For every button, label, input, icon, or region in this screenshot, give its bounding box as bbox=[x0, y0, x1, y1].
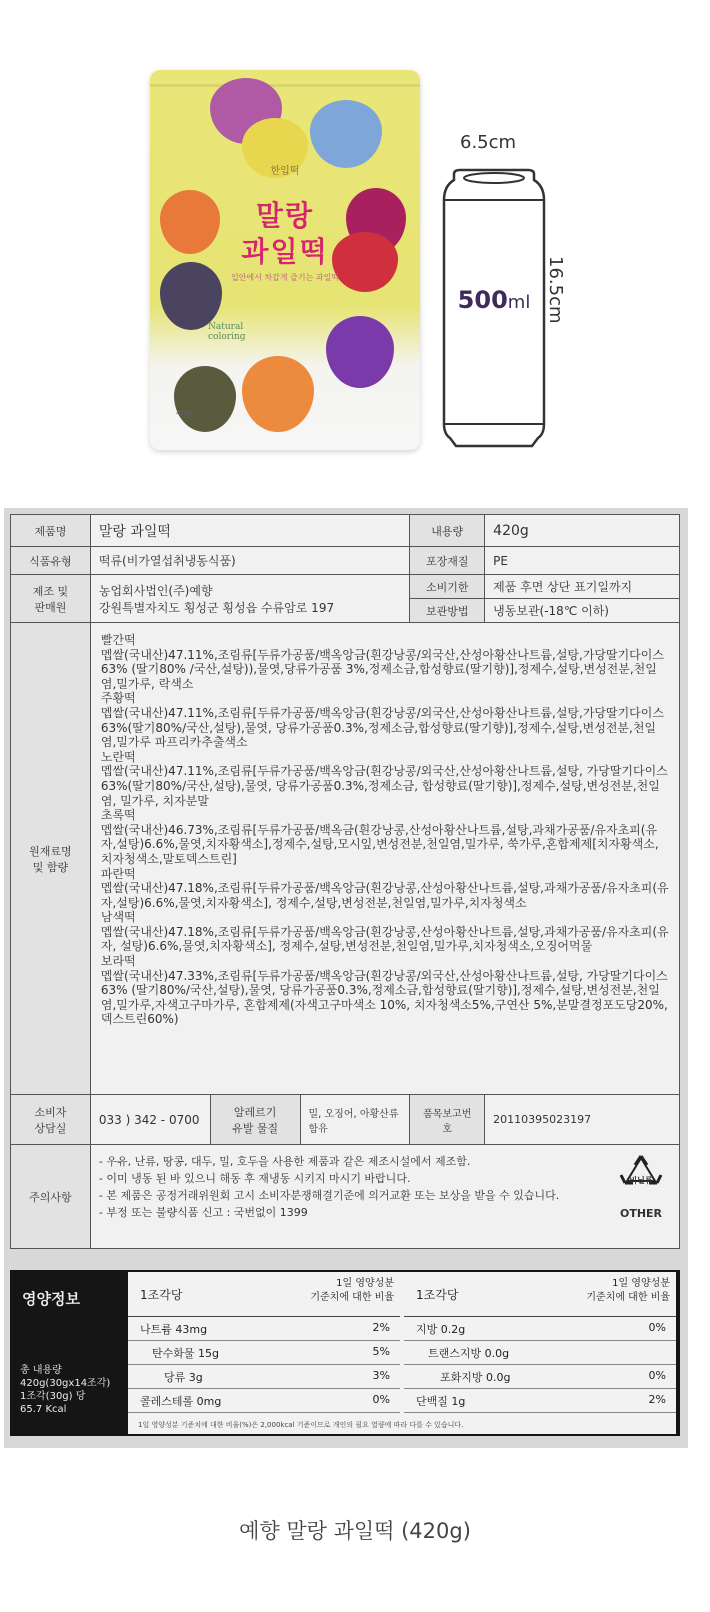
nutrient-name: 나트륨 43mg bbox=[140, 1323, 208, 1336]
phone-value: 033 ) 342 - 0700 bbox=[90, 1095, 210, 1145]
nutrition-header-left bbox=[128, 1272, 400, 1317]
ingredient-name: 빨간떡 bbox=[100, 633, 136, 647]
content-key: 내용량 bbox=[410, 515, 485, 547]
nutrition-total bbox=[20, 1364, 110, 1416]
product-name-value: 말랑 과일떡 bbox=[90, 515, 409, 547]
ingredients-key bbox=[11, 623, 91, 1095]
nutrient-name: 탄수화물 15g bbox=[152, 1347, 219, 1360]
content-value: 420g bbox=[485, 515, 680, 547]
nutrient-row bbox=[128, 1365, 400, 1389]
maker-address: 강원특별자치도 횡성군 횡성읍 수류암로 197 bbox=[98, 600, 335, 615]
maker-value bbox=[90, 575, 409, 623]
ingredient-text: 멥쌀(국내산)46.73%,조림류[두류가공품/백옥금(흰강낭콩,산성아황산나트륨,설탕,과채가공품/유자초피(유자,설탕)6.6%,물엿,치자황색소],정제수,설탕,모시잎,변성전분,천일염,밀가루, 쑥가루,혼합제제[치자황색소,치자청색소,말토덱스트린] bbox=[100, 822, 659, 866]
caution-key: 주의사항 bbox=[11, 1145, 91, 1249]
ingredient-group bbox=[101, 691, 669, 749]
consumer-key-line1: 소비자 bbox=[34, 1105, 67, 1119]
recycle-mark bbox=[619, 1153, 663, 1222]
rice-cake-orange-bottom bbox=[242, 356, 314, 432]
consumer-key-line2: 상담실 bbox=[34, 1121, 67, 1135]
row-consumer bbox=[11, 1095, 680, 1145]
ingredient-group bbox=[101, 633, 669, 691]
pouch-zipper bbox=[150, 84, 420, 87]
dv-header bbox=[310, 1277, 394, 1305]
nutrient-pct: 5% bbox=[372, 1345, 390, 1358]
storage-value: 냉동보관(-18℃ 이하) bbox=[485, 599, 680, 623]
ingredient-group bbox=[101, 750, 669, 808]
nutrition-table bbox=[128, 1272, 676, 1416]
nutrient-name: 지방 0.2g bbox=[416, 1323, 466, 1336]
nutrition-facts-panel bbox=[10, 1270, 680, 1436]
rice-cake-green bbox=[174, 366, 236, 432]
caution-line: - 우유, 난류, 땅콩, 대두, 밀, 호두을 사용한 제품과 같은 제조시설에서 제조함. bbox=[98, 1155, 471, 1168]
nutrient-pct: 0% bbox=[648, 1321, 666, 1334]
packaging-value: PE bbox=[485, 547, 680, 575]
ingredients-value bbox=[90, 623, 679, 1095]
row-cautions bbox=[11, 1145, 680, 1249]
natural-text: Natural bbox=[208, 322, 244, 332]
caution-line: - 부정 또는 불량식품 신고 : 국번없이 1399 bbox=[98, 1206, 308, 1219]
type-value: 떡류(비가열섭취냉동식품) bbox=[90, 547, 409, 575]
ingredient-name: 파란떡 bbox=[100, 866, 136, 881]
row-product-name bbox=[11, 515, 680, 547]
allergy-key-line2: 유발 물질 bbox=[232, 1121, 279, 1135]
ingredient-name: 보라떡 bbox=[100, 954, 136, 969]
dv-header-line1: 1일 영양성분 bbox=[612, 1278, 670, 1289]
nutrient-pct: 0% bbox=[648, 1369, 666, 1382]
product-photo-area bbox=[0, 0, 710, 510]
ingredient-text: 멥쌀(국내산)47.11%,조림류[두류가공품/백옥앙금(흰강낭콩/외국산,산성아황산나트륨,설탕,가당딸기다이스63% (딸기80% /국산,설탕)),물엿,당류가공품 3%,정제소금,합성향료(딸기향)],정제수,설탕,변성전분,천일염,밀가루, 락색소 bbox=[100, 647, 664, 691]
nutrient-row bbox=[128, 1341, 400, 1365]
total-line2: 420g(30gx14조각) bbox=[20, 1378, 111, 1389]
can-volume-unit: ml bbox=[507, 292, 531, 313]
maker-key bbox=[11, 575, 91, 623]
ingredient-text: 멥쌀(국내산)47.11%,조림류[두류가공품/백옥앙금(흰강낭콩/외국산,산성아황산나트륨,설탕,가당딸기다이스63%(딸기80%/국산,설탕),물엿, 당류가공품0.3%,정제소금,합성향료(딸기향)],정제수,설탕,변성전분,천일염,밀가루 파프리카추출색소 bbox=[100, 705, 664, 750]
can-volume bbox=[440, 286, 548, 314]
dv-header bbox=[586, 1277, 670, 1305]
ingredient-name: 주황떡 bbox=[100, 691, 136, 706]
nutrient-pct: 2% bbox=[648, 1393, 666, 1406]
can-width-label: 6.5cm bbox=[460, 132, 517, 153]
ingredient-text: 멥쌀(국내산)47.33%,조림류[두류가공품/백옥앙금(흰강낭콩/외국산,산성아황산나트륨,설탕, 가당딸기다이스63% (딸기80%/국산,설탕),물엿, 당류가공품0.3%,정제소금,합성향료(딸기향)],정제수,설탕,변성전분,천일염,밀가루,자색고구마가루, 혼합제제(자색고구마색소 10%, 치자청색소5%,구연산 5%,분말결정포도당20%, 덱스트린60%) bbox=[100, 968, 668, 1027]
ingredient-group bbox=[101, 910, 669, 954]
ingredient-group bbox=[101, 808, 669, 866]
product-caption: 예향 말랑 과일떡 (420g) bbox=[239, 1519, 471, 1543]
maker-key-line2: 판매원 bbox=[34, 600, 67, 614]
nutrient-name: 포화지방 0.0g bbox=[440, 1371, 511, 1384]
dv-header-line2: 기준치에 대한 비율 bbox=[310, 1292, 394, 1303]
ingredients-key-line1: 원재료명 bbox=[29, 844, 72, 858]
pouch-brand: 한입떡 bbox=[270, 166, 300, 177]
nutrient-name: 트랜스지방 0.0g bbox=[428, 1347, 510, 1360]
nutrient-pct: 2% bbox=[372, 1321, 390, 1334]
consumer-key bbox=[11, 1095, 91, 1145]
nutrient-row bbox=[404, 1317, 676, 1341]
product-name-key: 제품명 bbox=[11, 515, 91, 547]
row-ingredients bbox=[11, 623, 680, 1095]
nutrient-pct: 0% bbox=[372, 1393, 390, 1406]
total-line1: 총 내용량 bbox=[20, 1365, 62, 1376]
nutrient-name: 단백질 1g bbox=[416, 1395, 466, 1408]
report-value: 20110395023197 bbox=[485, 1095, 680, 1145]
nutrient-name: 콜레스테롤 0mg bbox=[140, 1395, 222, 1408]
natural-coloring-mark bbox=[208, 322, 246, 342]
pouch-title-line2: 과일떡 bbox=[241, 235, 329, 268]
pouch-net-weight: 420g bbox=[176, 410, 192, 417]
pouch-title-line1: 말랑 bbox=[255, 199, 315, 232]
dv-header-line2: 기준치에 대한 비율 bbox=[586, 1292, 670, 1303]
total-line4: 65.7 Kcal bbox=[20, 1404, 67, 1415]
nutrition-header-right bbox=[404, 1272, 676, 1317]
nutrient-row bbox=[404, 1365, 676, 1389]
nutrient-name: 당류 3g bbox=[164, 1371, 203, 1384]
ingredient-name: 남색떡 bbox=[100, 910, 136, 925]
ingredient-text: 멥쌀(국내산)47.18%,조림류[두류가공품/백옥앙금(흰강낭콩,산성아황산나트륨,설탕,과채가공품/유자초피(유자, 설탕)6.6%,물엿,치자황색소], 정제수,설탕,변성전분,천일염,밀가루,치자청색소,오징어먹물 bbox=[100, 924, 669, 954]
rice-cake-blue bbox=[310, 100, 382, 168]
report-key: 품목보고번호 bbox=[410, 1095, 485, 1145]
can-height-label: 16.5cm bbox=[545, 256, 566, 324]
nutrient-row bbox=[128, 1317, 400, 1341]
nutrition-summary bbox=[10, 1270, 128, 1436]
ingredient-text: 멥쌀(국내산)47.18%,조림류[두류가공품/백옥앙금(흰강낭콩,산성아황산나트륨,설탕,과채가공품/유자초피(유자,설탕)6.6%,물엿,치자황색소], 정제수,설탕,변성전분,천일염,밀가루,치자청색소 bbox=[100, 881, 669, 910]
nutrient-pct: 3% bbox=[372, 1369, 390, 1382]
product-pouch-image bbox=[150, 70, 420, 450]
dv-header-line1: 1일 영양성분 bbox=[336, 1278, 394, 1289]
recycle-bottom-text: OTHER bbox=[619, 1207, 663, 1220]
per-piece-label: 1조각당 bbox=[140, 1288, 183, 1302]
pouch-subtitle: 입안에서 차갑게 즐기는 과일떡 bbox=[230, 273, 340, 282]
type-key: 식품유형 bbox=[11, 547, 91, 575]
per-piece-label: 1조각당 bbox=[416, 1288, 459, 1302]
nutrition-column-left bbox=[128, 1272, 400, 1413]
ingredients-key-line2: 및 함량 bbox=[32, 860, 69, 874]
product-info-table bbox=[10, 514, 680, 1249]
row-maker-expiry bbox=[11, 575, 680, 599]
ingredient-name: 노란떡 bbox=[100, 749, 136, 764]
caution-value bbox=[90, 1145, 679, 1249]
total-line3: 1조각(30g) 당 bbox=[20, 1391, 86, 1402]
row-food-type bbox=[11, 547, 680, 575]
maker-key-line1: 제조 및 bbox=[32, 584, 69, 598]
allergy-key-line1: 알레르기 bbox=[233, 1105, 277, 1119]
expiry-value: 제품 후면 상단 표기일까지 bbox=[485, 575, 680, 599]
nutrition-title: 영양정보 bbox=[22, 1290, 80, 1308]
ingredient-group bbox=[101, 867, 669, 911]
nutrient-row bbox=[128, 1389, 400, 1413]
caution-line: - 이미 냉동 된 바 있으니 해동 후 재냉동 시키지 마시기 바랍니다. bbox=[98, 1172, 411, 1185]
allergy-value: 밀, 오징어, 아황산류 함유 bbox=[300, 1095, 410, 1145]
storage-key: 보관방법 bbox=[410, 599, 485, 623]
product-label-photo bbox=[4, 508, 688, 1448]
allergy-key bbox=[210, 1095, 300, 1145]
ingredient-group bbox=[101, 954, 669, 1027]
nutrition-footnote: 1일 영양성분 기준치에 대한 비율(%)은 2,000kcal 기준이므로 개인의 필요 열량에 따라 다를 수 있습니다. bbox=[128, 1416, 676, 1434]
recycle-top-text: 비닐류 bbox=[629, 1176, 653, 1185]
packaging-key: 포장재질 bbox=[410, 547, 485, 575]
ingredient-text: 멥쌀(국내산)47.11%,조림류[두류가공품/백옥앙금(흰강낭콩/외국산,산성아황산나트륨,설탕, 가당딸기다이스63%(딸기80%/국산,설탕),물엿, 당류가공품0.3%,정제소금, 합성향료(딸기향)],정제수,설탕,변성전분,천일염, 밀가루, 치자분말 bbox=[100, 764, 668, 808]
nutrition-column-right bbox=[404, 1272, 676, 1413]
coloring-text: coloring bbox=[208, 332, 246, 342]
maker-name: 농업회사법인(주)예향 bbox=[98, 583, 213, 598]
nutrient-row bbox=[404, 1341, 676, 1365]
caution-line: - 본 제품은 공정거래위원회 고시 소비자분쟁해결기준에 의거교환 또는 보상을 받을 수 있습니다. bbox=[98, 1189, 560, 1202]
expiry-key: 소비기한 bbox=[410, 575, 485, 599]
can-volume-number: 500 bbox=[457, 286, 508, 314]
nutrient-row bbox=[404, 1389, 676, 1413]
ingredient-name: 초록떡 bbox=[100, 808, 136, 823]
rice-cake-violet bbox=[326, 316, 394, 388]
